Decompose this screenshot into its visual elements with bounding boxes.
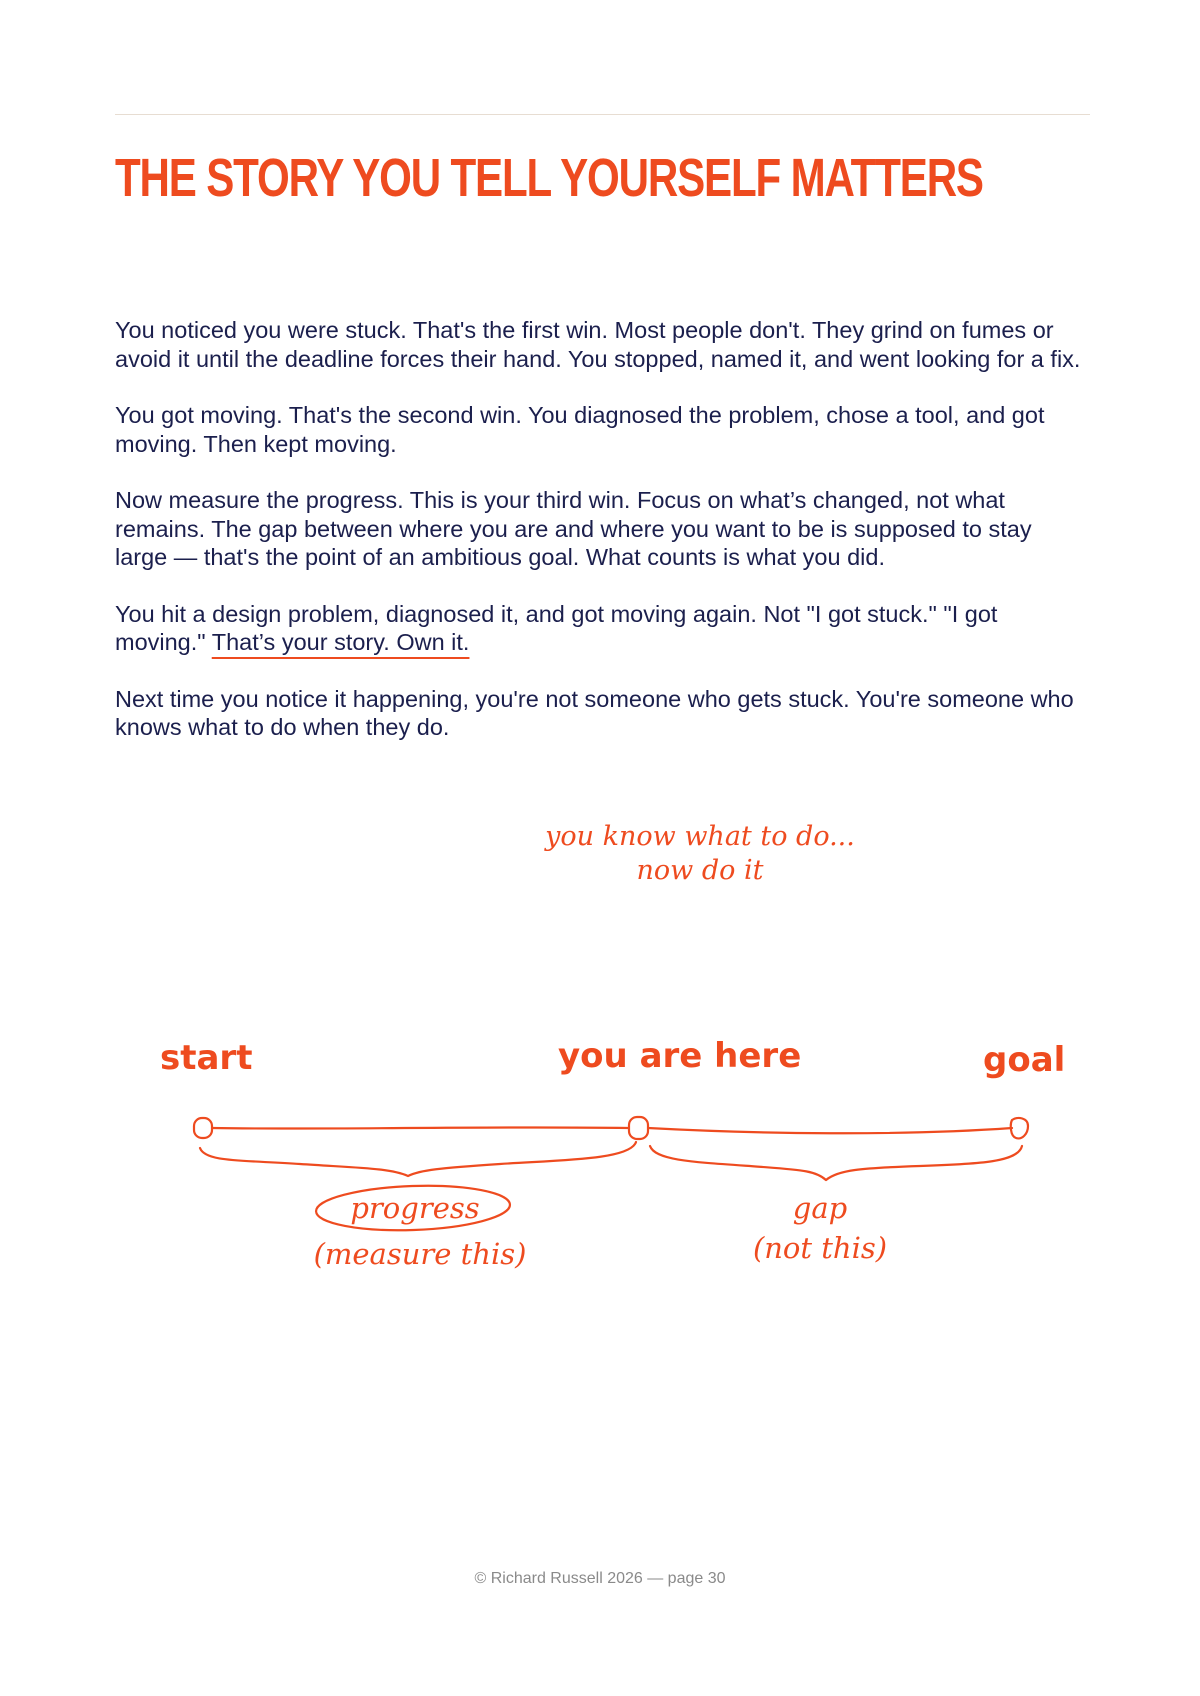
timeline-line-gap (648, 1128, 1012, 1133)
progress-label: progress (350, 1191, 480, 1225)
paragraph-5: Next time you notice it happening, you're not someone who gets stuck. You're someone who knows what to do when they do. (115, 685, 1074, 740)
progress-diagram (0, 1030, 1200, 1330)
paragraph-4-underlined: That’s your story. Own it. (211, 629, 470, 655)
goal-label: goal (983, 1040, 1066, 1080)
start-label: start (160, 1038, 253, 1078)
handwritten-note-line-1: you know what to do... (545, 821, 855, 852)
timeline-svg (0, 1030, 1200, 1330)
header-rule (115, 114, 1090, 115)
gap-brace (650, 1146, 1022, 1180)
gap-sub-label: (not this) (752, 1231, 888, 1265)
current-node (629, 1117, 648, 1139)
progress-brace (200, 1142, 636, 1176)
paragraph-1: You noticed you were stuck. That's the first win. Most people don't. They grind on fumes or avoid it until the deadline forces their hand. You stopped, named it, and went looking for a fix. (115, 317, 1081, 372)
paragraph-2: You got moving. That's the second win. You diagnosed the problem, chose a tool, and got moving. Then kept moving. (115, 402, 1045, 457)
paragraph-4 (115, 600, 1090, 657)
body-text (115, 316, 1090, 770)
paragraph-4-lead: You hit a design problem, diagnosed it, and got moving again. Not "I got stuck." "I got moving." (115, 600, 998, 655)
progress-sub-label: (measure this) (313, 1237, 527, 1271)
paragraph-3: Now measure the progress. This is your third win. Focus on what’s changed, not what remains. The gap between where you are and where you want to be is supposed to stay large — that's the point of an ambitious goal. What counts is what you did. (115, 487, 1032, 570)
page-title: THE STORY YOU TELL YOURSELF MATTERS (115, 148, 983, 208)
start-node (194, 1118, 212, 1138)
page-footer: © Richard Russell 2026 — page 30 (474, 1570, 726, 1587)
you-are-here-label: you are here (558, 1036, 802, 1076)
gap-label: gap (792, 1191, 848, 1225)
timeline-line-progress (212, 1127, 628, 1128)
goal-node (1011, 1118, 1028, 1138)
handwritten-note (520, 820, 880, 888)
handwritten-note-line-2: now do it (636, 855, 764, 886)
